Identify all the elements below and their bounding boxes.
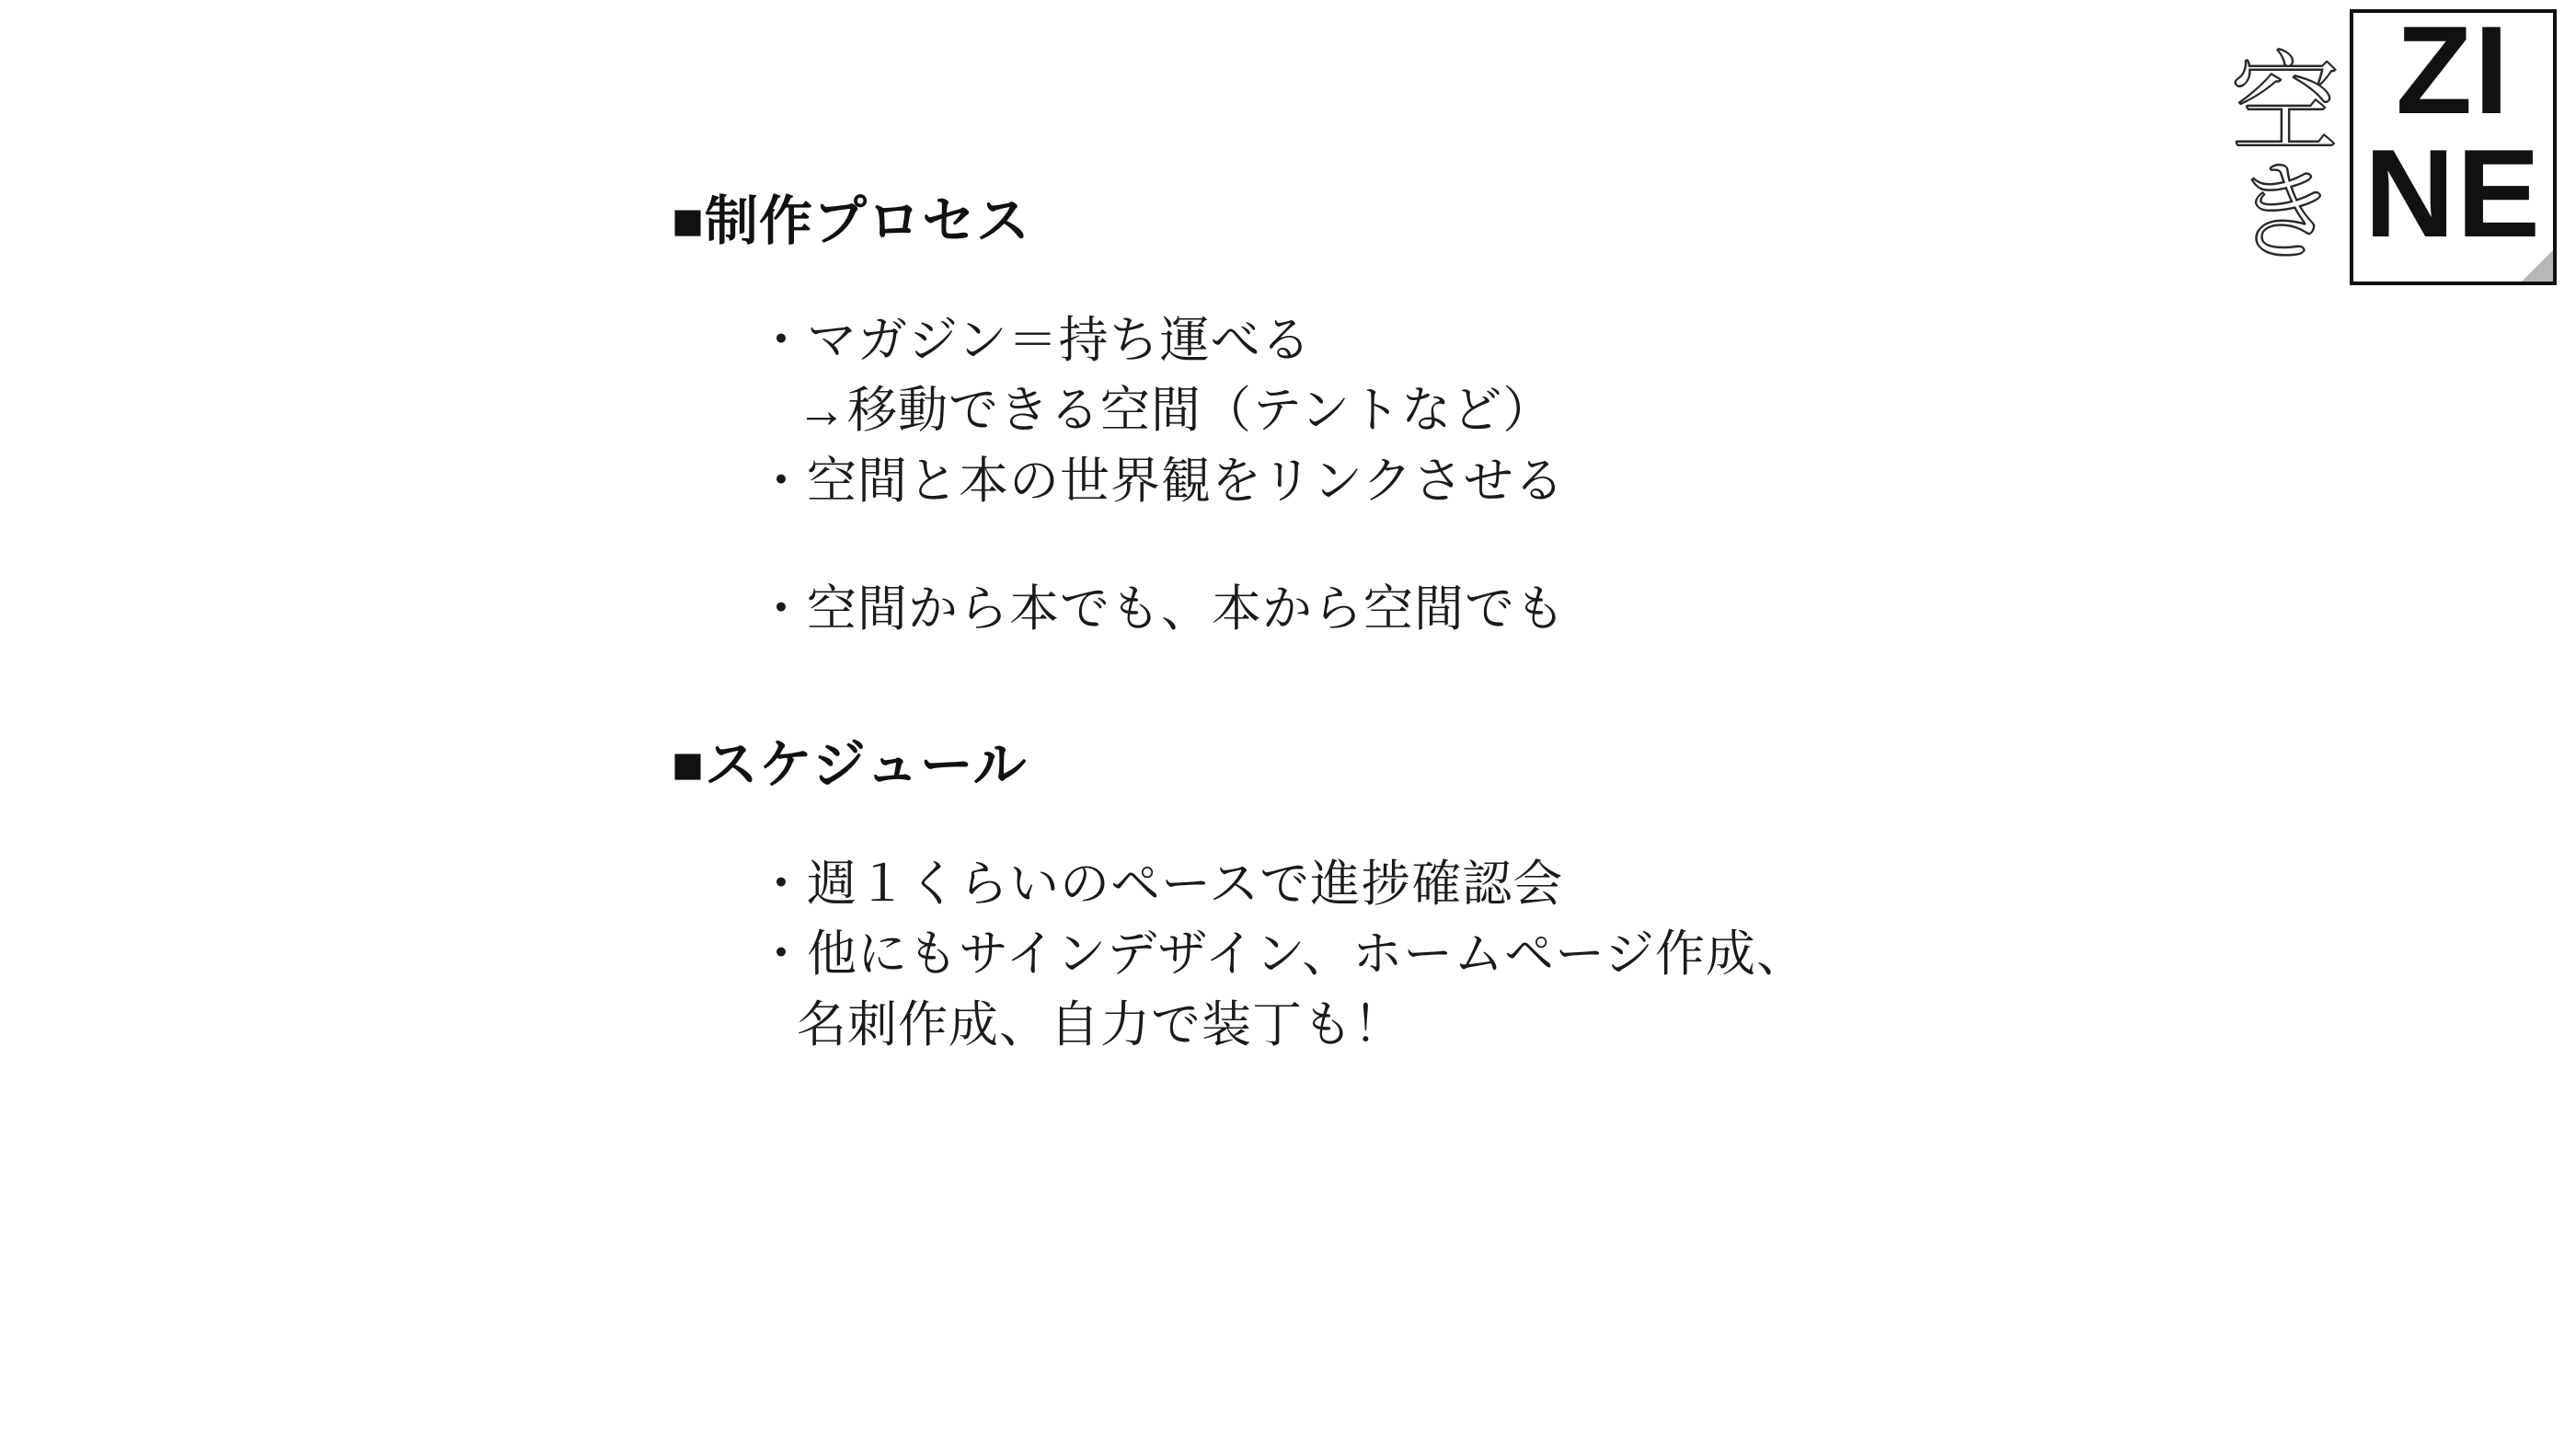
bullet-item: ・他にもサインデザイン、ホームページ作成、 xyxy=(756,926,1808,983)
slide-content xyxy=(672,189,2236,1061)
logo-vertical-text: 空き xyxy=(2214,46,2335,263)
bullet-item-continuation: 名刺作成、自力で装丁も！ xyxy=(797,997,1404,1053)
bullet-item: ・週１くらいのペースで進捗確認会 xyxy=(756,856,1564,912)
section-heading: ■スケジュール xyxy=(672,735,1028,796)
logo-zine-box xyxy=(2350,9,2557,285)
bullet-item: ・空間と本の世界観をリンクさせる xyxy=(756,453,1565,509)
logo-zine-top-text: ZI xyxy=(2396,9,2511,140)
section-heading: ■制作プロセス xyxy=(672,191,1031,251)
bullet-item: ・空間から本でも、本から空間でも xyxy=(756,581,1566,637)
logo-zine-bottom-text: NE xyxy=(2364,123,2542,263)
section-spacer xyxy=(672,644,2236,732)
slide-section-production-process xyxy=(672,189,2236,644)
bullet-list xyxy=(756,305,2236,645)
logo-corner-fold-icon xyxy=(2522,250,2553,282)
bullet-item-continuation: →移動できる空間（テントなど） xyxy=(797,383,1554,439)
slide-section-schedule xyxy=(672,732,2236,1061)
bullet-item: ・マガジン＝持ち運べる xyxy=(756,312,1312,368)
bullet-spacer xyxy=(756,517,2236,574)
bullet-list xyxy=(756,849,2236,1061)
